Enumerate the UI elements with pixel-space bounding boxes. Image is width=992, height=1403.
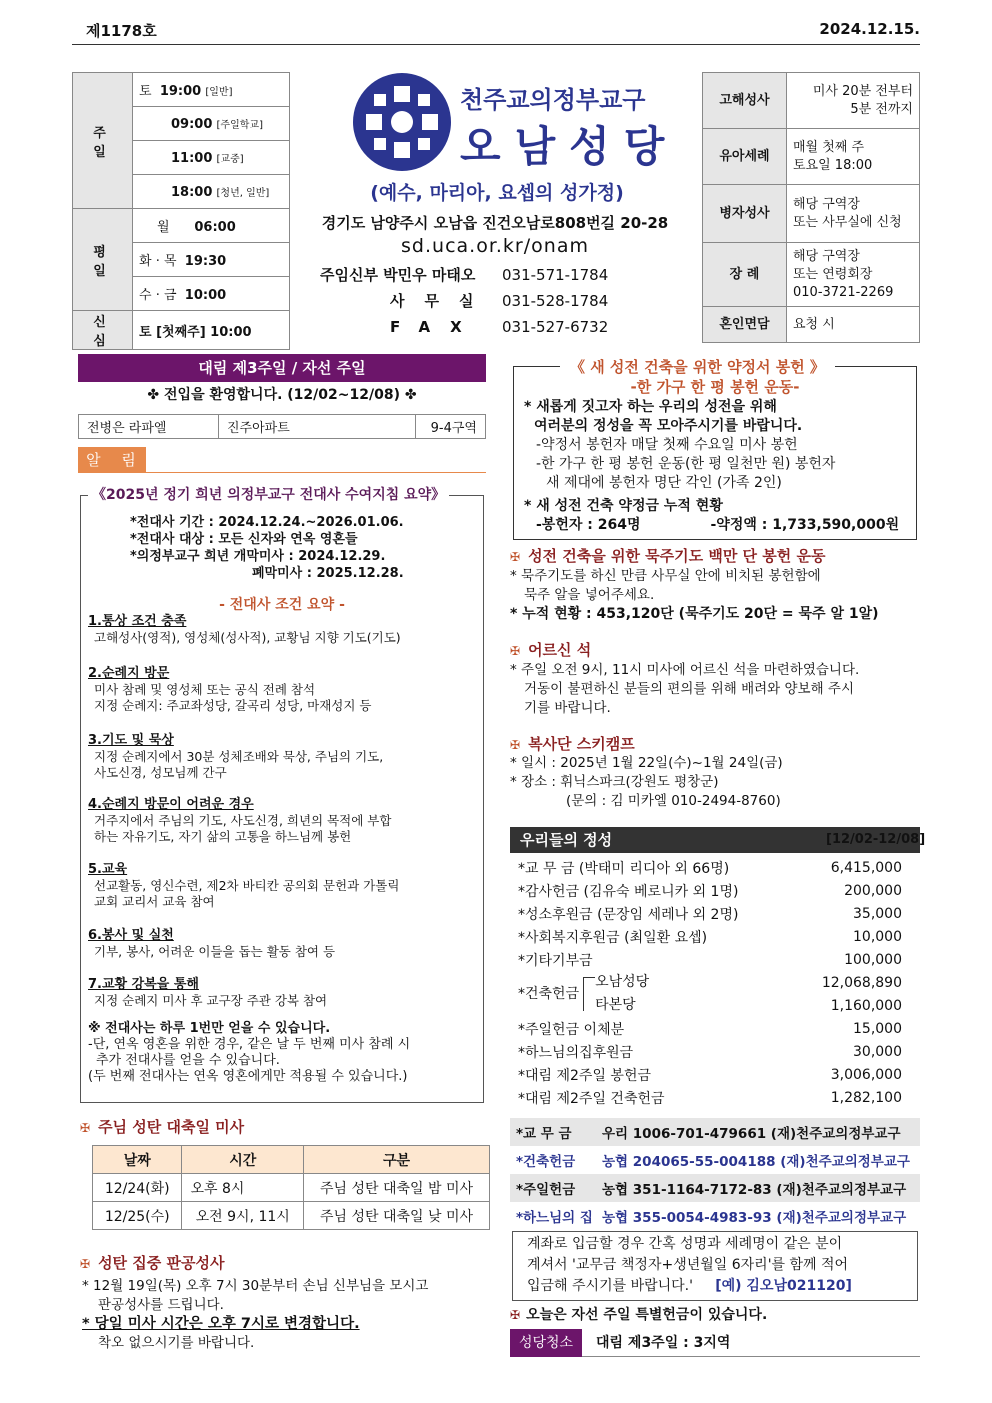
bullet-icon: ✠: [510, 1308, 521, 1322]
table-row: 전병은 라파엘 진주아파트 9-4구역: [79, 415, 486, 439]
diocese-logo: [352, 72, 452, 172]
mass-row: 11:00 [교중]: [133, 141, 290, 175]
table-row: *대림 제2주일 봉헌금 3,006,000: [518, 1066, 902, 1084]
building-subtitle: -한 가구 한 평 봉헌 운동-: [630, 378, 800, 396]
christmas-mass-table: [92, 1145, 490, 1230]
rosary-heading: ✠ 성전 건축을 위한 묵주기도 백만 단 봉헌 운동: [510, 547, 826, 565]
cleaning-row: [510, 1329, 920, 1357]
mass-row: 화 · 목 19:30: [133, 243, 290, 277]
table-row: *교 무 금 우리 1006-701-479661 (재)천주교의정부교구: [510, 1118, 920, 1146]
contact-row: 사무실 031-528-1784: [390, 292, 609, 310]
cleaning-tag: 성당청소: [510, 1329, 582, 1357]
table-row: *대림 제2주일 건축헌금 1,282,100: [518, 1089, 902, 1107]
condition-item: 2.순례지 방문 미사 참례 및 영성체 또는 공식 전례 참석 지정 순례지: 주교좌성당, 갈곡리 성당, 마재성지 등: [88, 666, 372, 713]
condition-item: 1.통상 조건 충족 고해성사(영적), 영성체(성사적), 교황님 지향 기도(기도): [88, 614, 401, 645]
table-row: *건축헌금오남성당 타본당 12,068,890: [518, 974, 902, 1013]
ski-camp-text: * 일시 : 2025년 1월 22일(수)~1월 24일(금) * 장소 : 휘닉스파크(강원도 평창군) (문의 : 김 미카엘 010-2494-8760): [510, 755, 783, 809]
issue-date: 2024.12.15.: [819, 20, 920, 38]
church-name: 오남성당: [460, 122, 679, 171]
mass-row: 09:00 [주일학교]: [133, 107, 290, 141]
sacraments-table: 고해성사 미사 20분 전부터 5분 전까지 유아세례 매월 첫째 주 토요일 18:00 병자성사 해당 구역장 또는 사무실에 신청 장 례 해당 구역장 또는 연령회장 010-3721-2269 혼인면담 요청 시: [702, 72, 920, 343]
confession-heading: ✠ 성탄 집중 판공성사: [80, 1254, 225, 1272]
confession-text: * 12월 19일(목) 오후 7시 30분부터 손님 신부님을 모시고 판공성사를 드립니다. * 당일 미사 시간은 오후 7시로 변경합니다. 착오 없으시기를 바랍니다.: [82, 1278, 429, 1351]
mass-row: 수 · 금 10:00: [133, 277, 290, 311]
condition-item: 3.기도 및 묵상 지정 순례지에서 30분 성체조배와 묵상, 주님의 기도, 사도신경, 성모님께 간구: [88, 733, 384, 780]
offering-table: [510, 856, 920, 1109]
contact-row: 주임신부 박민우 마태오 031-571-1784: [320, 266, 609, 284]
bullet-icon: ✠: [510, 644, 521, 658]
table-row: *주일헌금 농협 351-1164-7172-83 (재)천주교의정부교구: [510, 1174, 920, 1202]
offering-title: 우리들의 정성: [510, 827, 920, 853]
table-row: *교 무 금 (박태미 리디아 외 66명) 6,415,000: [518, 859, 902, 877]
cleaning-text: 대림 제3주일 : 3지역: [596, 1335, 731, 1351]
notice-label: 알 림: [78, 447, 146, 473]
christmas-mass-heading: ✠ 주님 성탄 대축일 미사: [80, 1118, 245, 1136]
accounts-table: [510, 1118, 920, 1230]
condition-item: 4.순례지 방문이 어려운 경우 거주지에서 주님의 기도, 사도신경, 희년의 목적에 부합 하는 자유기도, 자기 삶의 고통을 하느님께 봉헌: [88, 797, 392, 844]
bullet-icon: ✠: [510, 738, 521, 752]
table-row: 12/25(수) 오전 9시, 11시 주님 성탄 대축일 낮 미사: [93, 1202, 490, 1230]
offering-period: [12/02-12/08]: [826, 832, 926, 847]
sunday-title: 대림 제3주일 / 자선 주일: [78, 354, 486, 382]
table-row: *기타기부금 100,000: [518, 951, 902, 969]
issue-number: 제1178호: [86, 22, 157, 40]
mass-row: 월 06:00: [133, 209, 290, 243]
mass-row: 토 19:00 [일반]: [133, 73, 290, 107]
condition-item: 7.교황 강복을 통해 지정 순례지 미사 후 교구장 주관 강복 참여: [88, 977, 328, 1008]
bullet-icon: ✠: [510, 550, 521, 564]
welcome-table: [78, 414, 486, 439]
patron-name: (예수, 마리아, 요셉의 성가정): [370, 182, 624, 204]
mass-row: 18:00 [청년, 일반]: [133, 175, 290, 209]
table-row: *주일헌금 이체분 15,000: [518, 1020, 902, 1038]
table-row: *건축헌금 농협 204065-55-004188 (재)천주교의정부교구: [516, 1154, 910, 1170]
notice-divider: [146, 472, 486, 473]
account-note: 계좌로 입금할 경우 간혹 성명과 세례명이 같은 분이 계셔서 '교무금 책정자+생년월일 6자리'를 함께 적어 입금해 주시기를 바랍니다.' [예) 김오남021120]: [512, 1231, 918, 1301]
church-address: 경기도 남양주시 오남읍 진건오남로808번길 20-28: [321, 214, 669, 232]
table-row: *감사헌금 (김유숙 베로니카 외 1명) 200,000: [518, 882, 902, 900]
condition-item: 5.교육 선교활동, 영신수련, 제2차 바티칸 공의회 문헌과 가톨릭 교회 교리서 교육 참여: [88, 862, 400, 909]
mass-row: 토 [첫째주] 10:00: [133, 311, 290, 350]
jubilee-period: *전대사 기간 : 2024.12.24.~2026.01.06. *전대사 대상 : 모든 신자와 연옥 영혼들 *의정부교구 희년 개막미사 : 2024.12.29. 폐막미사 : 2025.12.28.: [130, 515, 404, 581]
table-row: *하느님의 집 농협 355-0054-4983-93 (재)천주교의정부교구: [516, 1210, 907, 1226]
mass-weekday-label: 평 일: [73, 209, 133, 311]
jubilee-note: ※ 전대사는 하루 1번만 얻을 수 있습니다. -단, 연옥 영혼을 위한 경우, 같은 날 두 번째 미사 참례 시 추가 전대사를 얻을 수 있습니다. (두 번째 전대사는 연옥 영혼에게만 적용될 수 있습니다.): [88, 1021, 411, 1084]
mass-first-label: 신 심: [73, 311, 133, 350]
diocese-name: 천주교의정부교구: [460, 86, 646, 114]
bullet-icon: ✠: [80, 1121, 91, 1135]
table-row: *성소후원금 (문장임 세레나 외 2명) 35,000: [518, 905, 902, 923]
bullet-icon: ✠: [80, 1257, 91, 1271]
condition-item: 6.봉사 및 실천 기부, 봉사, 어려운 이들을 돕는 활동 참여 등: [88, 928, 336, 959]
table-row: 12/24(화) 오후 8시 주님 성탄 대축일 밤 미사: [93, 1174, 490, 1202]
building-title: 《 새 성전 건축을 위한 약정서 봉헌 》: [560, 356, 835, 377]
elder-seat-text: * 주일 오전 9시, 11시 미사에 어르신 석을 마련하였습니다. 거동이 불편하신 분들의 편의를 위해 배려와 양보해 주시 기를 바랍니다.: [510, 662, 860, 716]
table-row: *사회복지후원금 (최일환 요셉) 10,000: [518, 928, 902, 946]
table-row: 1,160,000: [830, 997, 902, 1014]
building-text: * 새롭게 짓고자 하는 우리의 성전을 위해 여러분의 정성을 꼭 모아주시기를 바랍니다. -약정서 봉헌자 매달 첫째 수요일 미사 봉헌 -한 가구 한 평 봉헌 운동(한 평 일천만 원) 봉헌자 새 제대에 봉헌자 명단 각인 (가족 2인) * 새 성전 건축 약정금 누적 현황 -봉헌자 : 264명 -약정액 : 1,733,590,000원: [524, 399, 900, 533]
contact-list: [320, 262, 608, 340]
conditions-subtitle: - 전대사 조건 요약 -: [219, 597, 345, 613]
jubilee-title: 《2025년 정기 희년 의정부교구 전대사 수여지침 요약》: [88, 484, 449, 504]
mass-schedule-table: [72, 72, 290, 350]
table-header-row: 날짜 시간 구분: [93, 1146, 490, 1174]
special-offering-notice: ✠ 오늘은 자선 주일 특별헌금이 있습니다.: [510, 1307, 768, 1323]
elder-seat-heading: ✠ 어르신 석: [510, 641, 592, 659]
mass-sunday-label: 주 일: [73, 73, 133, 209]
ski-camp-heading: ✠ 복사단 스키캠프: [510, 735, 635, 753]
rosary-text: * 묵주기도를 하신 만큼 사무실 안에 비치된 봉헌함에 묵주 알을 넣어주세요. * 누적 현황 : 453,120단 (묵주기도 20단 = 묵주 알 1알): [510, 568, 879, 622]
welcome-title: ✤ 전입을 환영합니다. (12/02~12/08) ✤: [147, 387, 417, 403]
table-row: *하느님의집후원금 30,000: [518, 1043, 902, 1061]
contact-row: FAX 031-527-6732: [390, 318, 609, 336]
header-divider: [72, 44, 920, 45]
church-url[interactable]: sd.uca.or.kr/onam: [401, 235, 589, 257]
